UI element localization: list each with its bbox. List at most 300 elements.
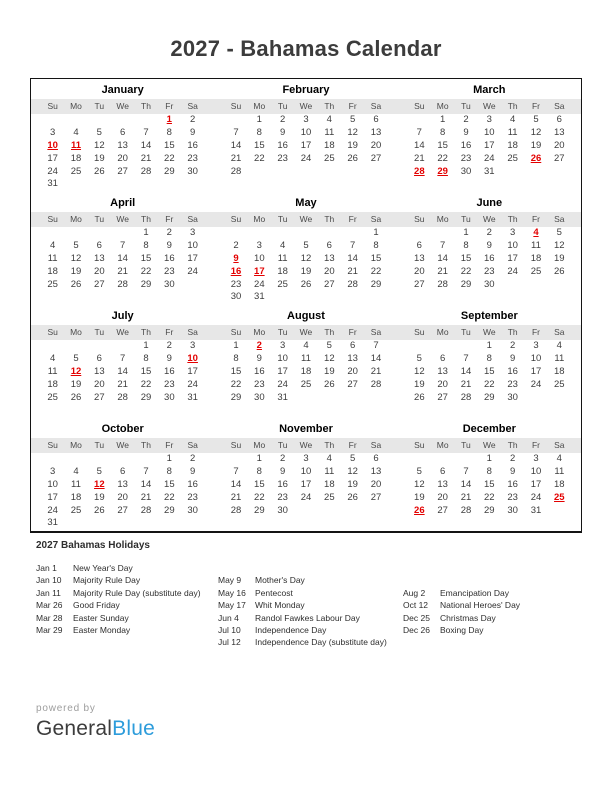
- day-cell: 8: [143, 352, 149, 364]
- day-cell: 29: [140, 278, 152, 290]
- week-grid: [224, 505, 387, 518]
- day-cell: 4: [73, 465, 79, 477]
- day-cell: 31: [277, 391, 288, 403]
- day-cell: 15: [484, 365, 495, 377]
- day-cell: 15: [164, 478, 175, 490]
- holiday-row: [403, 624, 520, 636]
- day-cell: 23: [164, 265, 175, 277]
- holiday-day-cell: 11: [70, 139, 82, 151]
- empty-cell: [548, 279, 571, 292]
- week-row: [214, 392, 397, 405]
- day-cell: 6: [440, 465, 446, 477]
- weekday-header-row: [408, 327, 571, 338]
- week-row: [214, 466, 397, 479]
- day-cell: 18: [324, 478, 335, 490]
- day-cell: 1: [233, 340, 239, 351]
- weekday-label: Tu: [94, 440, 105, 450]
- day-cell: 8: [256, 126, 262, 138]
- day-cell: 18: [70, 491, 82, 503]
- week-grid: [41, 266, 204, 279]
- week-grid: [41, 114, 204, 127]
- day-cell: 16: [277, 478, 288, 490]
- week-grid: [408, 253, 571, 266]
- empty-cell: [318, 227, 341, 240]
- day-cell: 22: [164, 152, 175, 164]
- day-cell: 4: [326, 453, 332, 464]
- empty-cell: [431, 340, 454, 353]
- weekday-label: Su: [230, 101, 242, 111]
- day-cell: 17: [507, 252, 518, 264]
- day-cell: 26: [94, 165, 105, 177]
- holiday-date: Dec 25: [403, 612, 430, 623]
- day-cell: 27: [117, 504, 128, 516]
- weekday-header: [398, 212, 581, 227]
- week-grid: [408, 227, 571, 240]
- day-cell: 18: [70, 152, 82, 164]
- day-cell: 22: [254, 491, 265, 503]
- holiday-date: Dec 26: [403, 625, 430, 636]
- day-cell: 1: [256, 114, 262, 125]
- week-row: [31, 166, 214, 179]
- week-grid: [41, 379, 204, 392]
- day-cell: 25: [554, 378, 565, 390]
- week-row: [31, 366, 214, 379]
- day-cell: 12: [530, 126, 542, 138]
- day-cell: 25: [70, 504, 82, 516]
- day-cell: 15: [437, 139, 448, 151]
- day-cell: 17: [187, 365, 198, 377]
- weekday-label: Th: [324, 214, 335, 224]
- day-cell: 22: [460, 265, 472, 277]
- day-cell: 9: [280, 126, 286, 138]
- week-row: [214, 291, 397, 304]
- weekday-label: Fr: [348, 214, 357, 224]
- weekday-label: Su: [414, 101, 425, 111]
- weekday-header-row: [408, 440, 571, 451]
- day-cell: 27: [437, 391, 448, 403]
- day-cell: 4: [556, 453, 562, 464]
- month-december: [398, 418, 581, 531]
- holiday-date: Jul 12: [218, 637, 241, 648]
- holiday-column-3: [403, 587, 520, 637]
- weekday-header-row: [224, 214, 387, 225]
- weekday-header: [214, 212, 397, 227]
- day-cell: 14: [370, 352, 382, 364]
- day-cell: 30: [187, 504, 198, 516]
- month-june: [398, 192, 581, 305]
- day-cell: 21: [414, 152, 425, 164]
- holiday-name: Good Friday: [73, 600, 120, 611]
- weekday-label: Th: [324, 101, 335, 111]
- weekday-label: Th: [141, 101, 151, 111]
- weekday-label: Fr: [531, 327, 540, 337]
- empty-cell: [134, 453, 157, 466]
- weekday-label: Mo: [436, 214, 449, 224]
- day-cell: 2: [280, 114, 286, 125]
- weekday-header-row: [224, 101, 387, 112]
- weekday-label: Tu: [461, 327, 471, 337]
- week-grid: [224, 453, 387, 466]
- weekday-label: Su: [230, 214, 242, 224]
- day-cell: 26: [347, 152, 358, 164]
- holiday-day-cell: 12: [70, 365, 82, 377]
- weekday-label: Mo: [70, 101, 82, 111]
- day-cell: 5: [96, 465, 102, 477]
- empty-cell: [341, 505, 364, 518]
- weekday-label: Fr: [531, 440, 540, 450]
- week-row: [214, 253, 397, 266]
- weekday-label: Th: [507, 101, 518, 111]
- holiday-row: [36, 562, 218, 574]
- week-row: [214, 266, 397, 279]
- week-grid: [224, 392, 387, 405]
- day-cell: 19: [324, 365, 335, 377]
- day-cell: 23: [187, 152, 198, 164]
- week-row: [31, 227, 214, 240]
- day-cell: 9: [510, 352, 516, 364]
- holiday-name: Boxing Day: [440, 625, 484, 636]
- empty-cell: [158, 517, 181, 530]
- empty-cell: [88, 178, 111, 191]
- holiday-row: [403, 599, 520, 611]
- day-cell: 22: [140, 265, 152, 277]
- holiday-day-cell: 28: [414, 165, 425, 177]
- week-row: [31, 505, 214, 518]
- week-row: [31, 140, 214, 153]
- empty-cell: [111, 227, 134, 240]
- day-cell: 14: [414, 139, 425, 151]
- holiday-row: [36, 612, 218, 624]
- day-cell: 16: [187, 478, 198, 490]
- empty-cell: [454, 340, 477, 353]
- day-cell: 28: [230, 165, 242, 177]
- holiday-row: [218, 636, 403, 648]
- day-cell: 15: [370, 252, 382, 264]
- day-cell: 3: [533, 453, 539, 464]
- weekday-label: Tu: [94, 101, 105, 111]
- day-cell: 1: [373, 227, 379, 238]
- day-cell: 16: [507, 478, 518, 490]
- weekday-label: Th: [141, 440, 151, 450]
- empty-cell: [64, 114, 87, 127]
- day-cell: 7: [120, 239, 126, 251]
- weekday-label: We: [116, 101, 129, 111]
- weekday-header: [398, 325, 581, 340]
- day-cell: 3: [303, 453, 309, 464]
- day-cell: 31: [47, 178, 58, 190]
- week-row: [398, 340, 581, 353]
- week-row: [214, 453, 397, 466]
- day-cell: 6: [120, 126, 126, 138]
- week-row: [398, 479, 581, 492]
- week-grid: [224, 114, 387, 127]
- weekday-label: We: [483, 327, 496, 337]
- day-cell: 6: [416, 239, 422, 251]
- week-row: [214, 366, 397, 379]
- day-cell: 5: [350, 453, 356, 464]
- week-grid: [41, 492, 204, 505]
- empty-cell: [181, 178, 204, 191]
- holiday-row: [218, 612, 403, 624]
- day-cell: 8: [486, 465, 492, 477]
- weekday-header-row: [41, 214, 204, 225]
- holiday-date: Jan 1: [36, 563, 57, 573]
- holiday-row: [218, 624, 403, 636]
- holiday-name: Christmas Day: [440, 612, 496, 623]
- day-cell: 11: [301, 352, 311, 364]
- day-cell: 30: [164, 391, 175, 403]
- empty-cell: [271, 291, 294, 304]
- week-grid: [408, 505, 571, 518]
- day-cell: 12: [414, 365, 425, 377]
- weekday-label: We: [116, 327, 129, 337]
- day-cell: 23: [187, 491, 198, 503]
- day-cell: 4: [50, 239, 56, 251]
- day-cell: 25: [324, 491, 335, 503]
- week-row: [31, 466, 214, 479]
- day-cell: 13: [324, 252, 335, 264]
- day-cell: 13: [437, 365, 448, 377]
- week-grid: [41, 166, 204, 179]
- month-title: August: [287, 310, 325, 322]
- day-cell: 3: [303, 114, 309, 125]
- holiday-day-cell: 10: [47, 139, 58, 151]
- day-cell: 20: [437, 378, 448, 390]
- day-cell: 12: [347, 465, 358, 477]
- week-grid: [41, 127, 204, 140]
- holiday-column-1: [36, 562, 218, 636]
- week-grid: [408, 127, 571, 140]
- day-cell: 21: [437, 265, 448, 277]
- holiday-date: Jul 10: [218, 625, 241, 636]
- day-cell: 14: [117, 252, 128, 264]
- week-row: [31, 453, 214, 466]
- holiday-row: [36, 574, 218, 586]
- day-cell: 19: [94, 491, 105, 503]
- day-cell: 31: [187, 391, 198, 403]
- day-cell: 18: [530, 252, 542, 264]
- day-cell: 23: [230, 278, 242, 290]
- day-cell: 16: [164, 365, 175, 377]
- weekday-header: [214, 438, 397, 453]
- day-cell: 27: [117, 165, 128, 177]
- empty-cell: [341, 291, 364, 304]
- day-cell: 30: [460, 165, 472, 177]
- empty-cell: [501, 279, 524, 292]
- holiday-row: [218, 574, 403, 586]
- week-grid: [224, 340, 387, 353]
- day-cell: 29: [140, 391, 152, 403]
- empty-cell: [364, 166, 387, 179]
- day-cell: 8: [463, 239, 469, 251]
- day-cell: 13: [370, 126, 382, 138]
- empty-cell: [341, 392, 364, 405]
- day-cell: 4: [326, 114, 332, 125]
- week-row: [398, 140, 581, 153]
- day-cell: 30: [507, 391, 518, 403]
- day-cell: 10: [300, 126, 312, 138]
- day-cell: 2: [233, 239, 239, 251]
- month-january: [31, 79, 214, 192]
- day-cell: 14: [460, 365, 472, 377]
- day-cell: 15: [140, 365, 152, 377]
- day-cell: 19: [347, 139, 358, 151]
- empty-cell: [88, 517, 111, 530]
- holiday-day-cell: 4: [533, 227, 539, 238]
- day-cell: 27: [94, 278, 105, 290]
- holiday-column-2: [218, 574, 403, 648]
- day-cell: 18: [277, 265, 288, 277]
- week-grid: [41, 353, 204, 366]
- empty-cell: [294, 291, 317, 304]
- week-row: [31, 353, 214, 366]
- day-cell: 2: [166, 227, 172, 238]
- empty-cell: [88, 114, 111, 127]
- day-cell: 29: [460, 278, 472, 290]
- day-cell: 11: [47, 365, 58, 377]
- day-cell: 21: [347, 265, 358, 277]
- weekday-label: Fr: [165, 327, 174, 337]
- week-grid: [224, 279, 387, 292]
- weekday-label: Mo: [436, 101, 449, 111]
- day-cell: 1: [143, 227, 149, 238]
- day-cell: 15: [460, 252, 472, 264]
- day-cell: 23: [277, 152, 288, 164]
- day-cell: 28: [460, 504, 472, 516]
- day-cell: 19: [70, 378, 82, 390]
- week-grid: [224, 492, 387, 505]
- day-cell: 4: [510, 114, 516, 125]
- holiday-name: New Year's Day: [73, 563, 133, 573]
- empty-cell: [524, 279, 547, 292]
- day-cell: 25: [507, 152, 518, 164]
- day-cell: 3: [533, 340, 539, 351]
- day-cell: 20: [347, 365, 358, 377]
- month-title: October: [101, 423, 144, 435]
- weekday-label: Fr: [531, 214, 540, 224]
- weekday-label: Sa: [370, 101, 382, 111]
- day-cell: 27: [347, 378, 358, 390]
- empty-cell: [318, 505, 341, 518]
- day-cell: 10: [484, 126, 495, 138]
- week-row: [31, 492, 214, 505]
- day-cell: 5: [303, 239, 309, 251]
- empty-cell: [134, 114, 157, 127]
- day-cell: 11: [531, 239, 541, 251]
- day-cell: 25: [530, 265, 542, 277]
- day-cell: 22: [140, 378, 152, 390]
- day-cell: 28: [460, 391, 472, 403]
- day-cell: 27: [370, 152, 382, 164]
- weekday-label: Mo: [253, 440, 266, 450]
- calendar-grid: [30, 78, 582, 533]
- day-cell: 24: [277, 378, 288, 390]
- day-cell: 30: [507, 504, 518, 516]
- week-grid: [41, 340, 204, 353]
- empty-cell: [341, 166, 364, 179]
- week-row: [31, 479, 214, 492]
- weekday-header-row: [224, 440, 387, 451]
- empty-cell: [364, 392, 387, 405]
- day-cell: 5: [96, 126, 102, 138]
- day-cell: 2: [166, 340, 172, 351]
- day-cell: 8: [486, 352, 492, 364]
- day-cell: 23: [507, 491, 518, 503]
- week-row: [214, 379, 397, 392]
- week-grid: [41, 505, 204, 518]
- week-row: [398, 392, 581, 405]
- day-cell: 13: [117, 478, 128, 490]
- empty-cell: [111, 340, 134, 353]
- powered-by-label: powered by: [36, 703, 96, 714]
- weekday-header-row: [408, 214, 571, 225]
- week-row: [398, 114, 581, 127]
- empty-cell: [41, 340, 64, 353]
- week-grid: [224, 166, 387, 179]
- weekday-label: Tu: [277, 327, 288, 337]
- holiday-day-cell: 29: [437, 165, 448, 177]
- day-cell: 27: [370, 491, 382, 503]
- day-cell: 12: [324, 352, 335, 364]
- weekday-label: Su: [230, 327, 242, 337]
- day-cell: 5: [326, 340, 332, 351]
- day-cell: 11: [71, 478, 81, 490]
- day-cell: 20: [414, 265, 425, 277]
- day-cell: 28: [140, 504, 152, 516]
- day-cell: 1: [166, 453, 172, 464]
- week-grid: [408, 392, 571, 405]
- holidays-section: [36, 540, 582, 649]
- day-cell: 24: [300, 152, 312, 164]
- logo-text-blue: Blue: [112, 717, 155, 740]
- holiday-row: [403, 612, 520, 624]
- day-cell: 24: [484, 152, 495, 164]
- day-cell: 26: [324, 378, 335, 390]
- week-row: [214, 227, 397, 240]
- holiday-row: [36, 599, 218, 611]
- week-row: [31, 379, 214, 392]
- holiday-day-cell: 1: [166, 114, 172, 125]
- empty-cell: [134, 517, 157, 530]
- weekday-label: Fr: [348, 327, 357, 337]
- day-cell: 18: [300, 365, 312, 377]
- day-cell: 16: [277, 139, 288, 151]
- month-october: [31, 418, 214, 531]
- day-cell: 20: [437, 491, 448, 503]
- day-cell: 11: [324, 126, 335, 138]
- day-cell: 28: [347, 278, 358, 290]
- week-grid: [408, 114, 571, 127]
- week-row: [214, 505, 397, 518]
- weekday-label: Th: [507, 214, 518, 224]
- day-cell: 24: [254, 278, 265, 290]
- week-grid: [224, 140, 387, 153]
- weekday-header: [31, 99, 214, 114]
- week-row: [398, 153, 581, 166]
- day-cell: 12: [300, 252, 312, 264]
- day-cell: 17: [530, 365, 542, 377]
- day-cell: 20: [370, 139, 382, 151]
- weekday-label: Sa: [187, 214, 198, 224]
- day-cell: 11: [277, 252, 288, 264]
- week-row: [398, 127, 581, 140]
- weekday-label: Mo: [70, 327, 82, 337]
- day-cell: 14: [230, 478, 242, 490]
- day-cell: 4: [556, 340, 562, 351]
- weekday-label: Su: [414, 327, 425, 337]
- holiday-date: Mar 26: [36, 600, 63, 611]
- week-row: [398, 253, 581, 266]
